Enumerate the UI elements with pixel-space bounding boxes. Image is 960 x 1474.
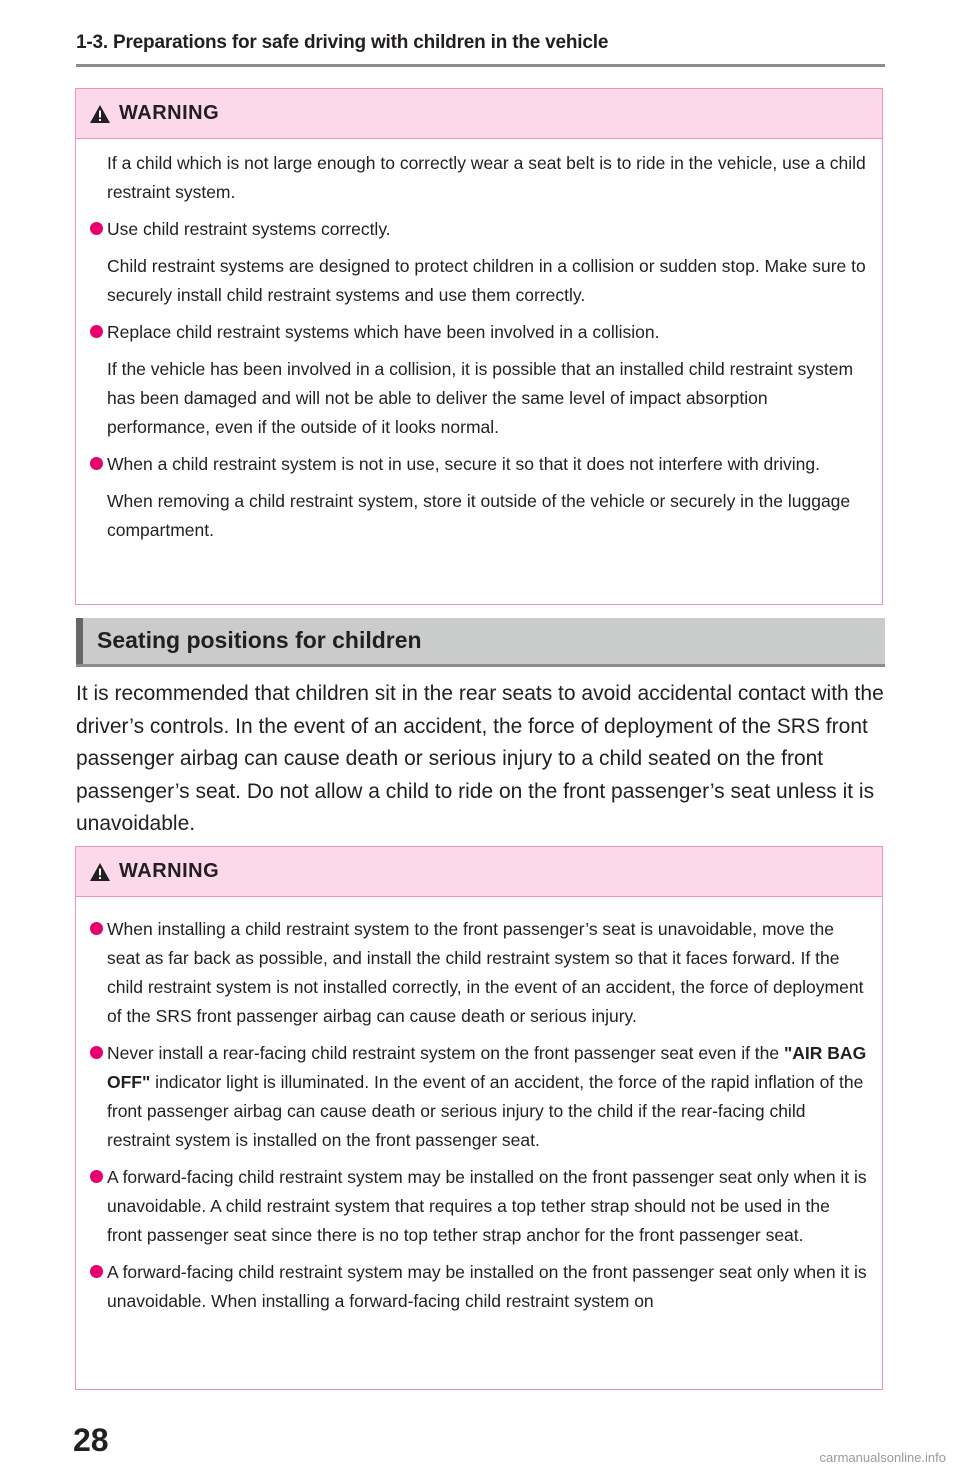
section-heading-bar (76, 618, 885, 667)
warning-bullet: Use child restraint systems correctly. (90, 215, 868, 244)
warning-bullet: Never install a rear-facing child restraint system on the front passenger seat even if the "AIR BAG OFF" indicator light is illuminated. In the event of an accident, the force of the rapid inflation of the front passenger airbag can cause death or serious injury to the child if the rear-facing child restraint system is installed on the front passenger seat. (90, 1039, 868, 1155)
warning-label: WARNING (119, 860, 220, 882)
section-intro-text: It is recommended that children sit in the rear seats to avoid accidental contact with the driver’s controls. In the event of an accident, the force of deployment of the SRS front passenger airbag can cause death or serious injury to a child seated on the front passenger’s seat. Do not allow a child to ride on the front passenger’s seat unless it is unavoidable. (76, 682, 884, 835)
warning-bullet: When a child restraint system is not in use, secure it so that it does not interfere with driving. (90, 450, 868, 479)
warning-detail: When removing a child restraint system, store it outside of the vehicle or securely in the luggage compartment. (107, 491, 851, 540)
bullet-dot-icon (90, 325, 103, 338)
warning-header (76, 89, 882, 139)
bullet-dot-icon (90, 457, 103, 470)
warning-bullet: A forward-facing child restraint system may be installed on the front passenger seat only when it is unavoidable. A child restraint system that requires a top tether strap should not be used in the front passenger seat since there is no top tether strap anchor for the front passenger seat. (90, 1163, 868, 1250)
warning-triangle-icon (89, 104, 111, 124)
air-bag-off-label: "AIR BAG OFF" (107, 1043, 867, 1092)
page-header-title: 1-3. Preparations for safe driving with children in the vehicle (76, 32, 609, 53)
warning-bullet: When installing a child restraint system to the front passenger’s seat is unavoidable, move the seat as far back as possible, and install the child restraint system so that it faces forward. If the child restraint system is not installed correctly, in the event of an accident, the force of deployment of the SRS front passenger airbag can cause death or serious injury. (90, 915, 868, 1031)
section-title: Seating positions for children (97, 627, 422, 653)
warning-header (76, 847, 882, 897)
warning-label: WARNING (119, 102, 220, 124)
warning-intro: If a child which is not large enough to correctly wear a seat belt is to ride in the vehicle, use a child restraint system. (107, 153, 866, 202)
page-number: 28 (73, 1422, 109, 1458)
warning-bullet: A forward-facing child restraint system may be installed on the front passenger seat only when it is unavoidable. When installing a forward-facing child restraint system on (90, 1258, 868, 1316)
warning-body (76, 139, 882, 567)
bullet-dot-icon (90, 1265, 103, 1278)
bullet-dot-icon (90, 1170, 103, 1183)
warning-detail: Child restraint systems are designed to protect children in a collision or sudden stop. Make sure to securely install child restraint systems and use them correctly. (107, 256, 866, 305)
section-accent (76, 618, 83, 664)
warning-box-2 (75, 846, 883, 1390)
warning-box-1 (75, 88, 883, 605)
bullet-dot-icon (90, 1046, 103, 1059)
bullet-dot-icon (90, 922, 103, 935)
warning-bullet: Replace child restraint systems which have been involved in a collision. (90, 318, 868, 347)
header-rule (76, 64, 885, 67)
warning-detail: If the vehicle has been involved in a collision, it is possible that an installed child restraint system has been damaged and will not be able to deliver the same level of impact absorption performance, even if the outside of it looks normal. (107, 359, 854, 437)
bullet-dot-icon (90, 222, 103, 235)
warning-triangle-icon (89, 862, 111, 882)
warning-body (76, 897, 882, 1338)
site-watermark: carmanualsonline.info (819, 1450, 946, 1465)
